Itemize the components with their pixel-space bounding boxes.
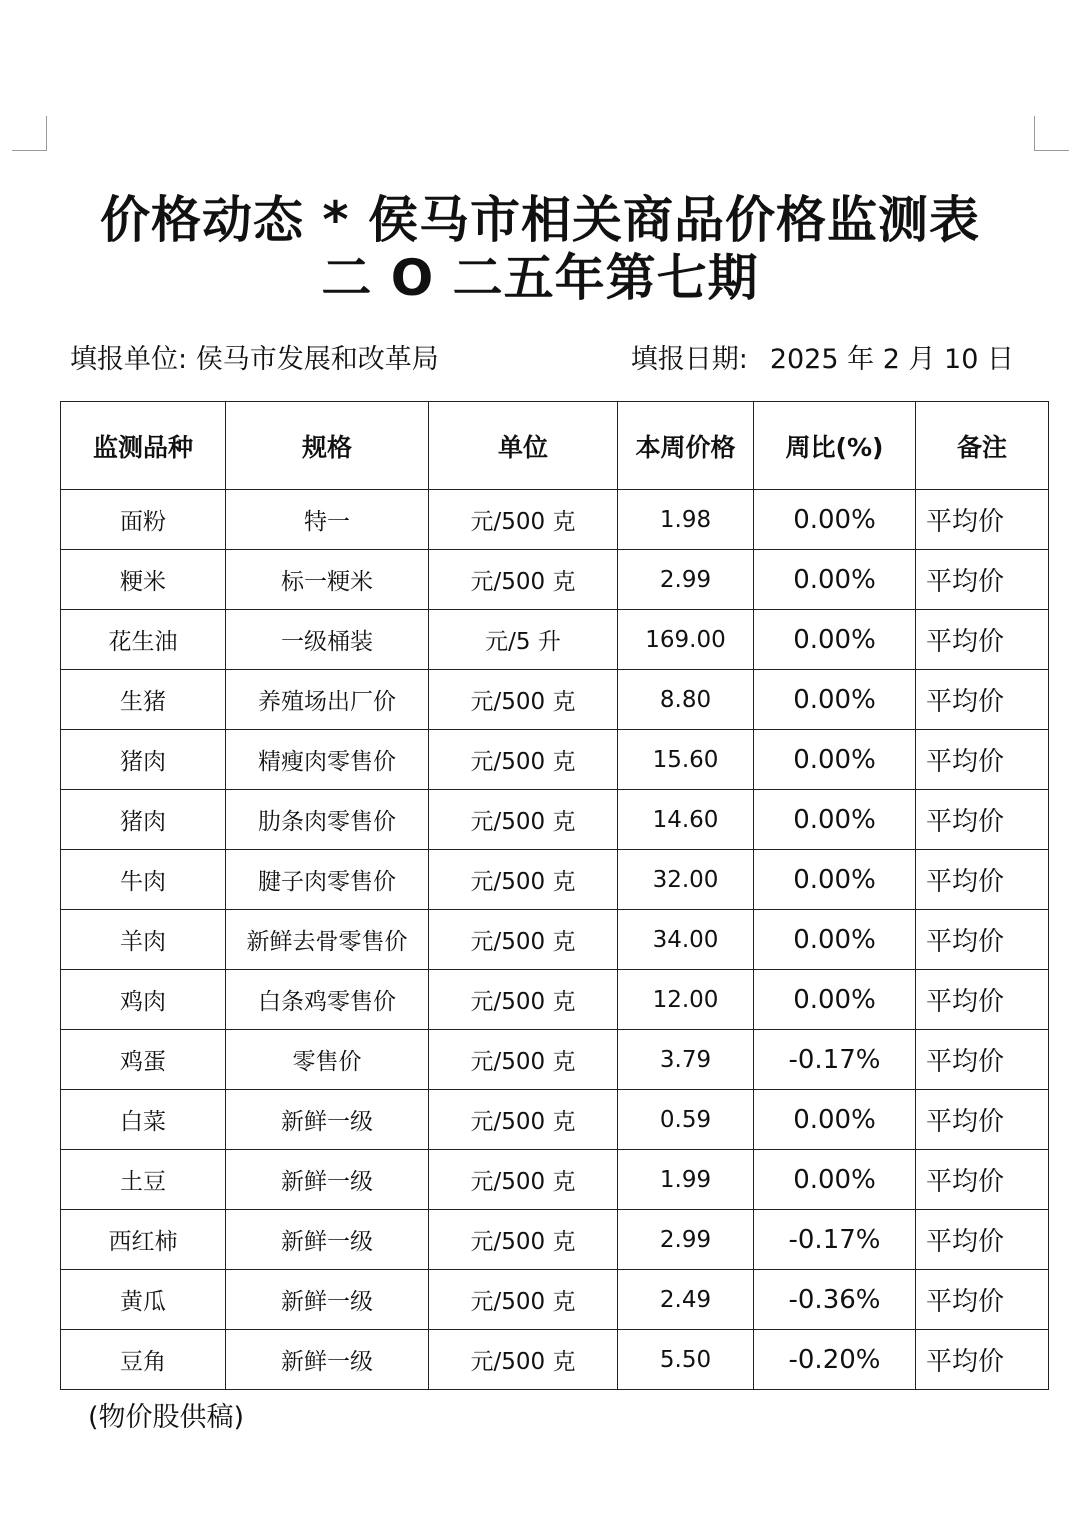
cell-unit: 元/500 克 xyxy=(429,550,618,610)
cell-spec: 一级桶装 xyxy=(226,610,429,670)
cell-unit: 元/5 升 xyxy=(429,610,618,670)
cell-note: 平均价 xyxy=(916,1090,1049,1150)
table-header-row xyxy=(61,402,1049,490)
cell-change: 0.00% xyxy=(754,850,916,910)
document-issue-title: 二 O 二五年第七期 xyxy=(321,249,759,307)
cell-item: 鸡肉 xyxy=(61,970,226,1030)
table-row xyxy=(61,610,1049,670)
cell-unit: 元/500 克 xyxy=(429,790,618,850)
cell-change: 0.00% xyxy=(754,910,916,970)
reporting-date xyxy=(631,340,1014,380)
cell-change: 0.00% xyxy=(754,730,916,790)
cell-note: 平均价 xyxy=(916,1030,1049,1090)
header-item: 监测品种 xyxy=(61,402,226,490)
cell-note: 平均价 xyxy=(916,1270,1049,1330)
cell-item: 土豆 xyxy=(61,1150,226,1210)
reporting-unit-value: 侯马市发展和改革局 xyxy=(195,344,439,375)
header-spec: 规格 xyxy=(226,402,429,490)
cell-item: 粳米 xyxy=(61,550,226,610)
cell-item: 花生油 xyxy=(61,610,226,670)
cell-note: 平均价 xyxy=(916,1150,1049,1210)
cell-price: 34.00 xyxy=(618,910,754,970)
cell-price: 169.00 xyxy=(618,610,754,670)
cell-note: 平均价 xyxy=(916,1210,1049,1270)
cell-unit: 元/500 克 xyxy=(429,850,618,910)
cell-change: -0.36% xyxy=(754,1270,916,1330)
cell-note: 平均价 xyxy=(916,610,1049,670)
cell-unit: 元/500 克 xyxy=(429,730,618,790)
table-row xyxy=(61,670,1049,730)
table-row xyxy=(61,1210,1049,1270)
table-row xyxy=(61,730,1049,790)
cell-item: 鸡蛋 xyxy=(61,1030,226,1090)
header-unit: 单位 xyxy=(429,402,618,490)
cell-price: 12.00 xyxy=(618,970,754,1030)
cell-spec: 新鲜一级 xyxy=(226,1330,429,1390)
cell-price: 1.98 xyxy=(618,490,754,550)
cell-note: 平均价 xyxy=(916,850,1049,910)
cell-spec: 零售价 xyxy=(226,1030,429,1090)
cell-item: 黄瓜 xyxy=(61,1270,226,1330)
cell-unit: 元/500 克 xyxy=(429,1150,618,1210)
cell-spec: 腱子肉零售价 xyxy=(226,850,429,910)
table-row xyxy=(61,850,1049,910)
cell-unit: 元/500 克 xyxy=(429,1030,618,1090)
footer-source: (物价股供稿) xyxy=(88,1402,245,1433)
table-row xyxy=(61,1030,1049,1090)
cell-price: 2.99 xyxy=(618,1210,754,1270)
table-row xyxy=(61,1270,1049,1330)
cell-price: 8.80 xyxy=(618,670,754,730)
document-title: 价格动态 * 侯马市相关商品价格监测表 xyxy=(100,191,980,249)
table-row xyxy=(61,910,1049,970)
cell-spec: 新鲜去骨零售价 xyxy=(226,910,429,970)
cell-spec: 精瘦肉零售价 xyxy=(226,730,429,790)
cell-spec: 养殖场出厂价 xyxy=(226,670,429,730)
header-change: 周比(%) xyxy=(754,402,916,490)
cell-note: 平均价 xyxy=(916,730,1049,790)
cell-change: 0.00% xyxy=(754,490,916,550)
cell-note: 平均价 xyxy=(916,490,1049,550)
cell-change: 0.00% xyxy=(754,670,916,730)
cell-unit: 元/500 克 xyxy=(429,1270,618,1330)
reporting-date-label: 填报日期: xyxy=(630,344,748,375)
cell-price: 15.60 xyxy=(618,730,754,790)
cell-price: 3.79 xyxy=(618,1030,754,1090)
cell-unit: 元/500 克 xyxy=(429,970,618,1030)
reporting-date-value: 2025 年 2 月 10 日 xyxy=(769,344,1014,375)
cell-change: 0.00% xyxy=(754,550,916,610)
cell-spec: 新鲜一级 xyxy=(226,1270,429,1330)
reporting-unit-label: 填报单位: xyxy=(70,344,188,375)
cell-change: 0.00% xyxy=(754,1150,916,1210)
cell-spec: 肋条肉零售价 xyxy=(226,790,429,850)
cell-change: 0.00% xyxy=(754,970,916,1030)
cell-spec: 新鲜一级 xyxy=(226,1210,429,1270)
cell-note: 平均价 xyxy=(916,670,1049,730)
cell-change: -0.17% xyxy=(754,1210,916,1270)
price-monitoring-table xyxy=(60,401,1049,1390)
cell-price: 14.60 xyxy=(618,790,754,850)
cell-note: 平均价 xyxy=(916,550,1049,610)
table-row xyxy=(61,970,1049,1030)
table-row xyxy=(61,550,1049,610)
cell-item: 牛肉 xyxy=(61,850,226,910)
crop-mark-top-right xyxy=(1034,116,1069,151)
cell-change: 0.00% xyxy=(754,790,916,850)
header-note: 备注 xyxy=(916,402,1049,490)
cell-unit: 元/500 克 xyxy=(429,1210,618,1270)
table-row xyxy=(61,790,1049,850)
cell-change: -0.17% xyxy=(754,1030,916,1090)
table-body xyxy=(61,490,1049,1390)
cell-price: 2.49 xyxy=(618,1270,754,1330)
cell-price: 2.99 xyxy=(618,550,754,610)
cell-item: 羊肉 xyxy=(61,910,226,970)
cell-price: 32.00 xyxy=(618,850,754,910)
cell-change: 0.00% xyxy=(754,1090,916,1150)
cell-item: 生猪 xyxy=(61,670,226,730)
cell-unit: 元/500 克 xyxy=(429,490,618,550)
cell-spec: 新鲜一级 xyxy=(226,1150,429,1210)
cell-item: 面粉 xyxy=(61,490,226,550)
table-row xyxy=(61,1090,1049,1150)
cell-change: -0.20% xyxy=(754,1330,916,1390)
table-row xyxy=(61,1330,1049,1390)
cell-spec: 标一粳米 xyxy=(226,550,429,610)
cell-item: 猪肉 xyxy=(61,790,226,850)
cell-note: 平均价 xyxy=(916,970,1049,1030)
cell-unit: 元/500 克 xyxy=(429,1330,618,1390)
reporting-unit xyxy=(70,340,439,380)
cell-item: 白菜 xyxy=(61,1090,226,1150)
cell-unit: 元/500 克 xyxy=(429,1090,618,1150)
crop-mark-top-left xyxy=(12,116,47,151)
cell-note: 平均价 xyxy=(916,1330,1049,1390)
table-row xyxy=(61,1150,1049,1210)
cell-item: 豆角 xyxy=(61,1330,226,1390)
cell-item: 猪肉 xyxy=(61,730,226,790)
cell-note: 平均价 xyxy=(916,790,1049,850)
cell-change: 0.00% xyxy=(754,610,916,670)
cell-spec: 特一 xyxy=(226,490,429,550)
header-price: 本周价格 xyxy=(618,402,754,490)
cell-unit: 元/500 克 xyxy=(429,910,618,970)
cell-spec: 新鲜一级 xyxy=(226,1090,429,1150)
table-row xyxy=(61,490,1049,550)
cell-price: 5.50 xyxy=(618,1330,754,1390)
cell-price: 0.59 xyxy=(618,1090,754,1150)
cell-unit: 元/500 克 xyxy=(429,670,618,730)
cell-item: 西红柿 xyxy=(61,1210,226,1270)
cell-price: 1.99 xyxy=(618,1150,754,1210)
cell-note: 平均价 xyxy=(916,910,1049,970)
cell-spec: 白条鸡零售价 xyxy=(226,970,429,1030)
